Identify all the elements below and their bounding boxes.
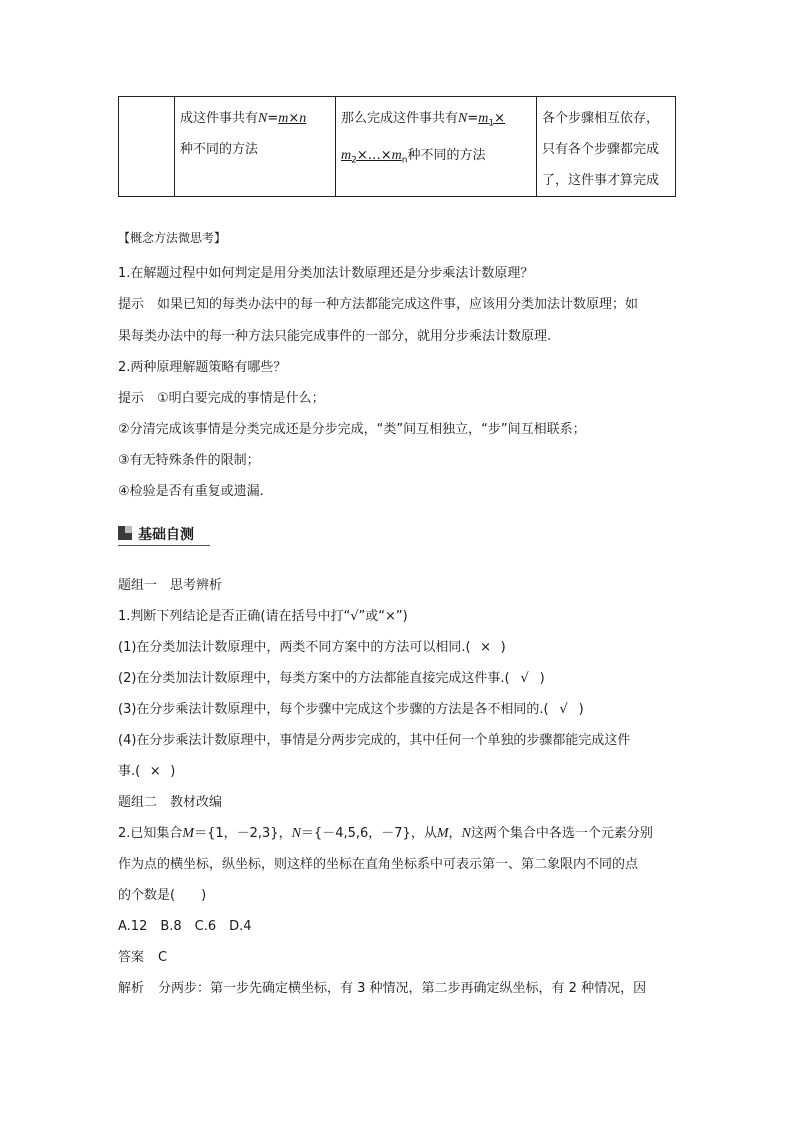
- table-cell-multiplication-count: [175, 97, 336, 197]
- judgment-item-3: (3)在分步乘法计数原理中，每个步骤中完成这个步骤的方法是各不相同的.( √ ): [118, 702, 584, 717]
- analysis-text: 分两步：第一步先确定横坐标，有 3 种情况，第二步再确定纵坐标，有 2 种情况，因: [158, 981, 647, 996]
- judgment-mark: √: [559, 702, 568, 717]
- question-2-line-3: 的个数是( ): [118, 888, 207, 903]
- answer-line: [118, 946, 167, 965]
- concept-answer-2-line-1: 提示 ①明白要完成的事情是什么；: [118, 391, 325, 406]
- concept-answer-2-line-2: ②分清完成该事情是分类完成还是分步完成，“类”间互相独立，“步”间互相联系；: [118, 422, 586, 437]
- judgment-mark: ×: [480, 640, 492, 655]
- table-cell-empty: [119, 97, 175, 197]
- group-2-title: 题组二 教材改编: [118, 795, 223, 810]
- table-cell-line: $m_2\times\dots\times m_n$种不同的方法: [341, 147, 486, 166]
- answer-label: 答案: [118, 950, 145, 965]
- table-cell-general-count: [336, 97, 537, 197]
- answer-value: C: [158, 950, 168, 965]
- section-marker-icon: [118, 526, 132, 540]
- concept-answer-2-line-3: ③有无特殊条件的限制；: [118, 453, 260, 468]
- concept-answer-1-line-1: 提示 如果已知的每类办法中的每一种方法都能完成这件事，应该用分类加法计数原理；如: [118, 297, 639, 312]
- table-cell-line: 种不同的方法: [180, 142, 259, 157]
- concept-question-2: 2.两种原理解题策略有哪些？: [118, 360, 287, 375]
- judgment-item-4-line-2: 事.( × ): [118, 764, 176, 779]
- table-cell-feature: [537, 97, 676, 197]
- group-1-question-intro: 1.判断下列结论是否正确(请在括号中打“√”或“×”): [118, 609, 408, 624]
- question-2-options: A.12 B.8 C.6 D.4: [118, 919, 252, 934]
- judgment-item-4-line-1: (4)在分步乘法计数原理中，事情是分两步完成的，其中任何一个单独的步骤都能完成这件: [118, 733, 631, 748]
- table-cell-line: 了，这件事才算完成: [542, 173, 660, 188]
- question-2-line-2: 作为点的横坐标，纵坐标，则这样的坐标在直角坐标系中可表示第一、第二象限内不同的点: [118, 857, 639, 872]
- concept-answer-2-line-4: ④检验是否有重复或遗漏.: [118, 484, 264, 499]
- judgment-mark: √: [520, 671, 529, 686]
- principle-table: [118, 96, 676, 197]
- judgment-mark: ×: [149, 764, 161, 779]
- table-cell-line: 只有各个步骤都完成: [542, 142, 660, 157]
- section-underline: [118, 545, 210, 546]
- judgment-item-2: (2)在分类加法计数原理中，每类方案中的方法都能直接完成这件事.( √ ): [118, 671, 545, 686]
- concept-answer-1-line-2: 果每类办法中的每一种方法只能完成事件的一部分，就用分步乘法计数原理.: [118, 329, 552, 344]
- table-cell-line: 成这件事共有N=m×n: [180, 111, 307, 126]
- concept-heading: 【概念方法微思考】: [118, 231, 227, 245]
- table-cell-line: 各个步骤相互依存，: [542, 111, 660, 126]
- concept-question-1: 1.在解题过程中如何判定是用分类加法计数原理还是分步乘法计数原理？: [118, 266, 534, 281]
- table-row: [119, 97, 676, 197]
- section-title: 基础自测: [138, 527, 194, 543]
- analysis-line: [118, 977, 646, 996]
- question-2-line-1: 2.已知集合M＝{1，－2,3}，N＝{－4,5,6，－7}，从M，N这两个集合中各选一个元素分别: [118, 826, 653, 841]
- judgment-item-1: (1)在分类加法计数原理中，两类不同方案中的方法可以相同.( × ): [118, 640, 506, 655]
- analysis-label: 解析: [118, 981, 145, 996]
- table-cell-line: 那么完成这件事共有$N=m_1\times$: [341, 111, 506, 129]
- group-1-title: 题组一 思考辨析: [118, 578, 223, 593]
